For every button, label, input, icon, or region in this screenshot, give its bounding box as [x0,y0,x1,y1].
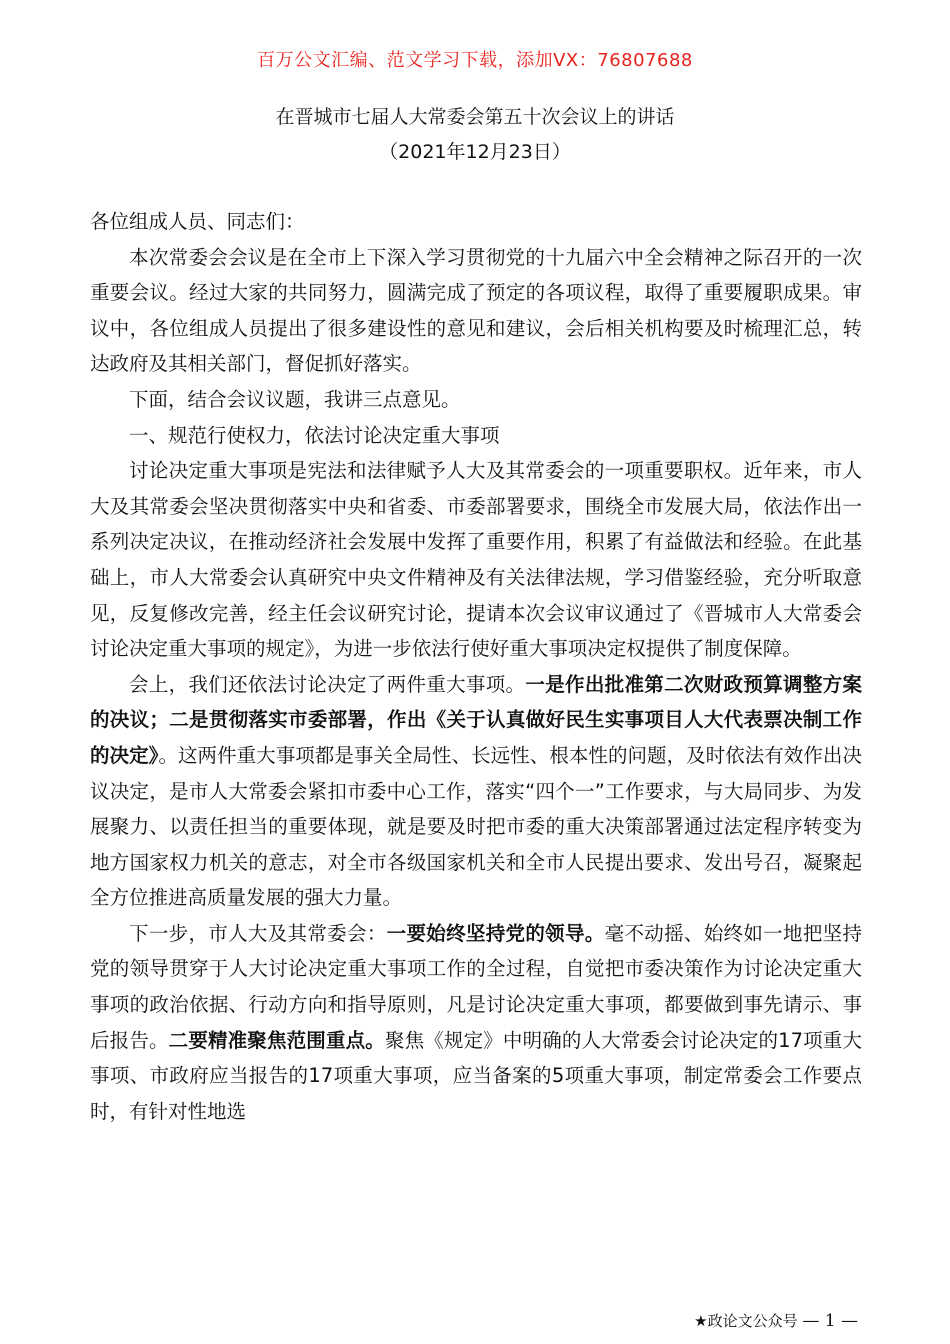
text-run: 会上，我们还依法讨论决定了两件重大事项。 [129,672,526,696]
document-body [90,204,862,1129]
page-footer [694,1310,858,1331]
salutation: 各位组成人员、同志们： [90,210,305,233]
paragraph-next-steps [90,916,862,1130]
page-number: — 1 — [802,1311,858,1331]
document-date: （2021年12月23日） [379,141,571,163]
text-run: 聚焦《规定》中明确的人大常委会讨论决定的17项重大事项、市政府应当报告的17项重大事项，应当备案的5项重大事项，制定常委会工作要点时，有针对性地选 [90,1028,862,1123]
bold-text-run: 二要精准聚焦范围重点。 [168,1028,385,1052]
paragraph-meeting-decisions [90,667,862,916]
text-run: 毫不动摇、始终如一地把坚持党的领导贯穿于人大讨论决定重大事项工作的全过程，自觉把市委决策作为讨论决定重大事项的政治依据、行动方向和指导原则，凡是讨论决定重大事项，都要做到事先请示、事后报告。 [90,921,862,1052]
bold-text-run: 一是作出批准第二次财政预算调整方案的决议；二是贯彻落实市委部署，作出《关于认真做好民生实事项目人大代表票决制工作的决定》 [90,672,862,767]
bold-text-run: 一要始终坚持党的领导。 [386,921,605,945]
footer-source: ★政论文公众号 [694,1312,798,1330]
paragraph-intro: 本次常委会会议是在全市上下深入学习贯彻党的十九届六中全会精神之际召开的一次重要会议。经过大家的共同努力，圆满完成了预定的各项议程，取得了重要履职成果。审议中，各位组成人员提出了很多建设性的意见和建议，会后相关机构要及时梳理汇总，转达政府及其相关部门，督促抓好落实。 [90,245,862,376]
paragraph-major-matters: 讨论决定重大事项是宪法和法律赋予人大及其常委会的一项重要职权。近年来，市人大及其常委会坚决贯彻落实中央和省委、市委部署要求，围绕全市发展大局，依法作出一系列决定决议，在推动经济社会发展中发挥了重要作用，积累了有益做法和经验。在此基础上，市人大常委会认真研究中央文件精神及有关法律法规，学习借鉴经验，充分听取意见，反复修改完善，经主任会议研究讨论，提请本次会议审议通过了《晋城市人大常委会讨论决定重大事项的规定》，为进一步依法行使好重大事项决定权提供了制度保障。 [90,459,862,661]
section-heading-1: 一、规范行使权力，依法讨论决定重大事项 [129,423,500,447]
paragraph-outline: 下面，结合会议议题，我讲三点意见。 [129,387,461,411]
text-run: 。这两件重大事项都是事关全局性、长远性、根本性的问题，及时依法有效作出决议决定，是市人大常委会紧扣市委中心工作，落实“四个一”工作要求，与大局同步、为发展聚力、以责任担当的重要体现，就是要及时把市委的重大决策部署通过法定程序转变为地方国家权力机关的意志，对全市各级国家机关和全市人民提出要求、发出号召，凝聚起全方位推进高质量发展的强大力量。 [90,743,862,910]
text-run: 下一步，市人大及其常委会： [129,921,387,945]
watermark-banner: 百万公文汇编、范文学习下载，添加VX：76807688 [257,50,693,71]
document-title: 在晋城市七届人大常委会第五十次会议上的讲话 [275,106,675,128]
